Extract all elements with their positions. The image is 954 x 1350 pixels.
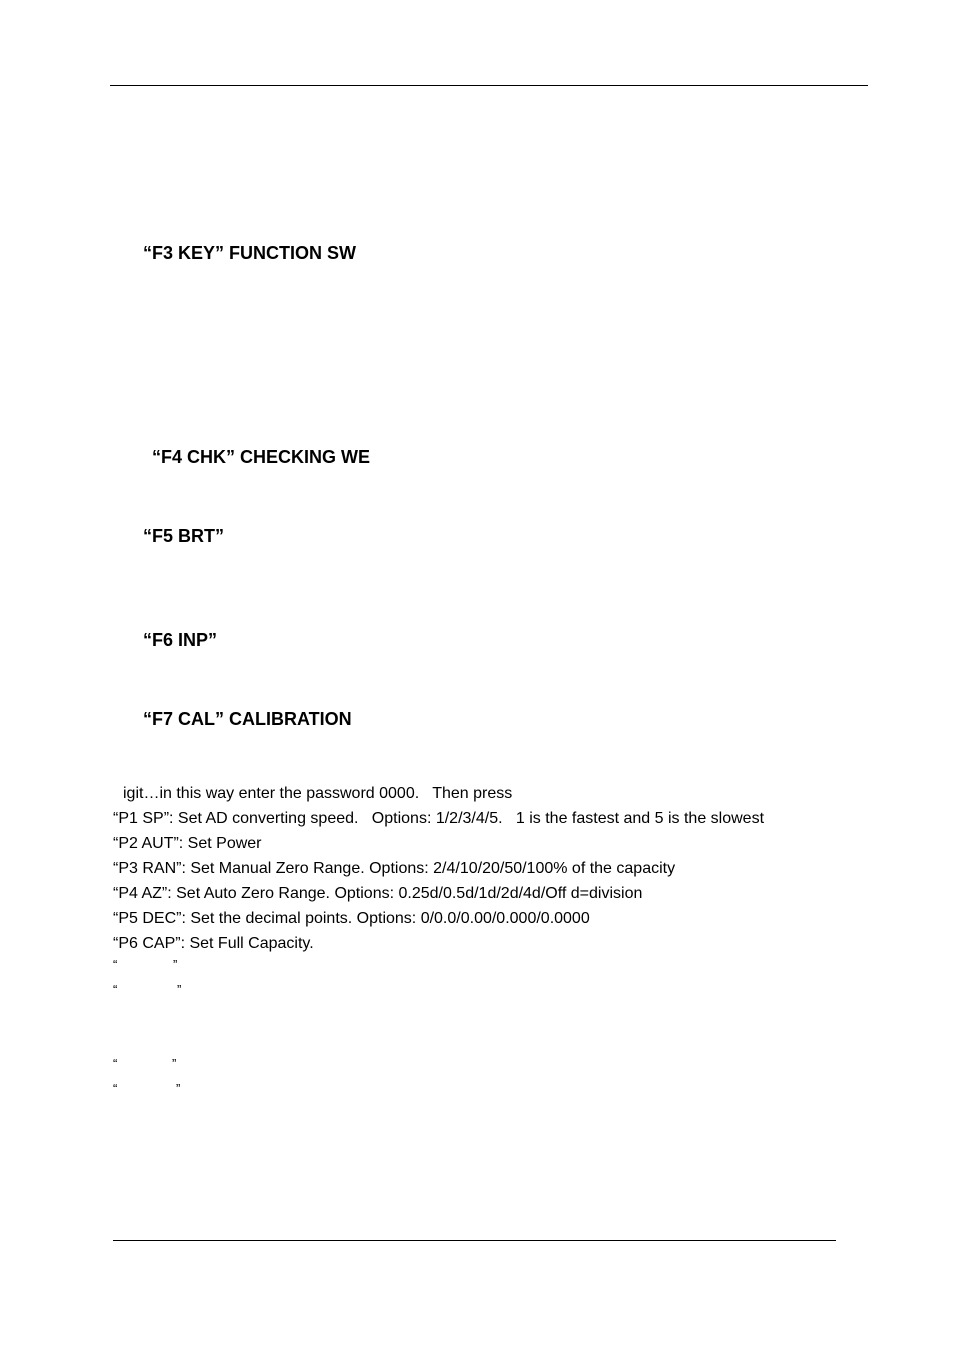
quote-close-fragment: ” bbox=[177, 982, 182, 997]
heading-f6-inp: “F6 INP” bbox=[143, 630, 218, 650]
heading-f4-chk: “F4 CHK” CHECKING WE bbox=[152, 447, 371, 467]
param-p5-dec: “P5 DEC”: Set the decimal points. Options: 0/0.0/0.00/0.000/0.0000 bbox=[113, 910, 590, 927]
heading-f7-cal: “F7 CAL” CALIBRATION bbox=[143, 709, 352, 729]
quote-close-fragment: ” bbox=[173, 957, 178, 972]
param-p4-az: “P4 AZ”: Set Auto Zero Range. Options: 0.25d/0.5d/1d/2d/4d/Off d=division bbox=[113, 885, 643, 902]
quote-open-fragment: “ bbox=[113, 982, 118, 997]
header-rule bbox=[110, 85, 868, 86]
footer-rule bbox=[113, 1240, 836, 1241]
param-p1-sp: “P1 SP”: Set AD converting speed. Options: 1/2/3/4/5. 1 is the fastest and 5 is the slowest bbox=[113, 810, 765, 827]
quote-close-fragment: ” bbox=[176, 1081, 181, 1096]
param-p3-ran: “P3 RAN”: Set Manual Zero Range. Options: 2/4/10/20/50/100% of the capacity bbox=[113, 860, 676, 877]
password-line: igit…in this way enter the password 0000. Then press bbox=[123, 785, 513, 802]
heading-f3-key: “F3 KEY” FUNCTION SW bbox=[143, 243, 357, 263]
param-p2-aut: “P2 AUT”: Set Power bbox=[113, 835, 262, 852]
quote-close-fragment: ” bbox=[172, 1056, 177, 1071]
quote-open-fragment: “ bbox=[113, 1056, 118, 1071]
quote-open-fragment: “ bbox=[113, 957, 118, 972]
heading-f5-brt: “F5 BRT” bbox=[143, 526, 224, 546]
quote-open-fragment: “ bbox=[113, 1081, 118, 1096]
param-p6-cap: “P6 CAP”: Set Full Capacity. bbox=[113, 935, 314, 952]
